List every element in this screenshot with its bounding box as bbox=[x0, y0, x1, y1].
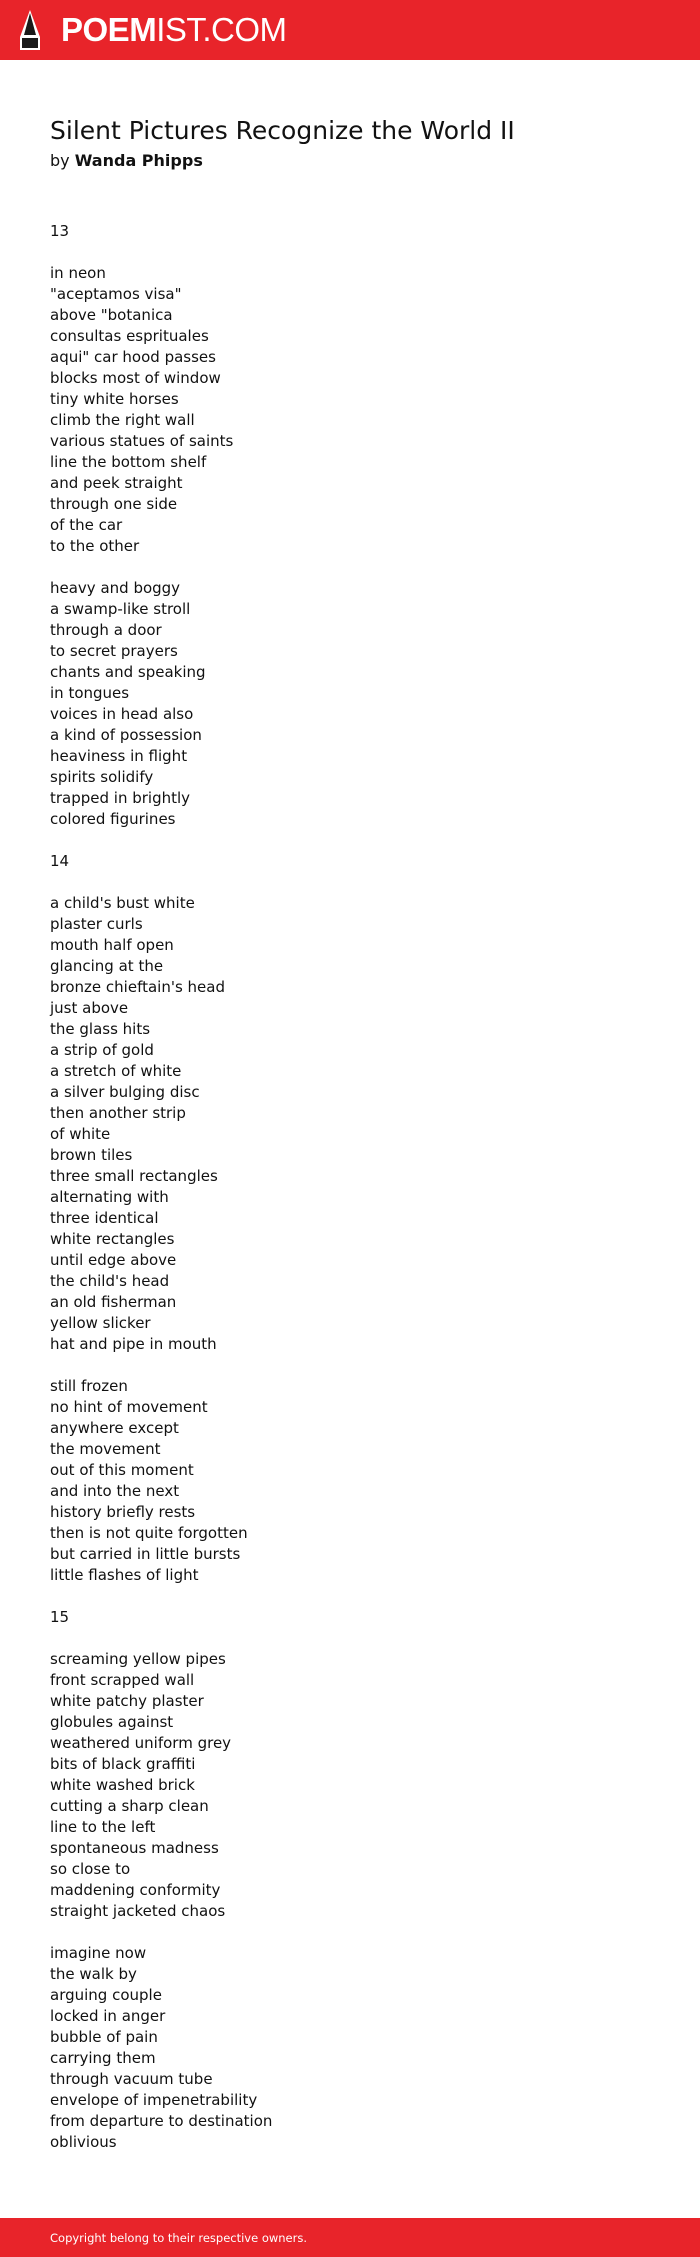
poem-line: locked in anger bbox=[50, 2007, 166, 2025]
byline bbox=[50, 149, 650, 173]
poem-line: trapped in brightly bbox=[50, 789, 191, 807]
site-header bbox=[0, 0, 700, 60]
poem-line: 13 bbox=[50, 222, 70, 240]
poem-line: three small rectangles bbox=[50, 1167, 218, 1185]
stanza-gap bbox=[50, 1586, 650, 1607]
poem-line: in tongues bbox=[50, 684, 130, 702]
poem-line: bubble of pain bbox=[50, 2028, 158, 2046]
poem-line: history briefly rests bbox=[50, 1503, 196, 1521]
poem-line: arguing couple bbox=[50, 1986, 162, 2004]
poem-line: a stretch of white bbox=[50, 1062, 182, 1080]
poem-line: and into the next bbox=[50, 1482, 180, 1500]
poem-line: glancing at the bbox=[50, 957, 164, 975]
poem-line: white washed brick bbox=[50, 1776, 195, 1794]
poem-line: a silver bulging disc bbox=[50, 1083, 200, 1101]
site-logo[interactable] bbox=[61, 11, 287, 49]
poem-line: heavy and boggy bbox=[50, 579, 181, 597]
poem-line: the movement bbox=[50, 1440, 161, 1458]
stanza-gap bbox=[50, 1628, 650, 1649]
poem-line: plaster curls bbox=[50, 915, 143, 933]
poem-line: climb the right wall bbox=[50, 411, 195, 429]
poem-line: straight jacketed chaos bbox=[50, 1902, 226, 1920]
poem-line: envelope of impenetrability bbox=[50, 2091, 258, 2109]
stanza-gap bbox=[50, 1355, 650, 1376]
poem-line: imagine now bbox=[50, 1944, 147, 1962]
poem-line: cutting a sharp clean bbox=[50, 1797, 209, 1815]
by-label: by bbox=[50, 151, 70, 170]
poem-line: an old fisherman bbox=[50, 1293, 177, 1311]
poem-line: until edge above bbox=[50, 1251, 177, 1269]
poem-line: screaming yellow pipes bbox=[50, 1650, 226, 1668]
poem-line: a swamp-like stroll bbox=[50, 600, 191, 618]
poem-line: chants and speaking bbox=[50, 663, 206, 681]
poem-line: front scrapped wall bbox=[50, 1671, 195, 1689]
poem-line: through a door bbox=[50, 621, 162, 639]
poem-line: spirits solidify bbox=[50, 768, 154, 786]
poem-line: three identical bbox=[50, 1209, 159, 1227]
poem-line: bits of black graffiti bbox=[50, 1755, 196, 1773]
poem-line: to the other bbox=[50, 537, 140, 555]
poem-line: colored figurines bbox=[50, 810, 176, 828]
poem-line: a kind of possession bbox=[50, 726, 202, 744]
poem-line: 15 bbox=[50, 1608, 70, 1626]
poem-line: brown tiles bbox=[50, 1146, 133, 1164]
poem-line: tiny white horses bbox=[50, 390, 179, 408]
poem-line: carrying them bbox=[50, 2049, 156, 2067]
copyright-notice: Copyright belong to their respective owners. bbox=[50, 2231, 308, 2245]
poem-line: hat and pipe in mouth bbox=[50, 1335, 217, 1353]
poem-line: "aceptamos visa" bbox=[50, 285, 182, 303]
poem-title: Silent Pictures Recognize the World II bbox=[50, 116, 515, 145]
logo-bold-text: POEM bbox=[61, 11, 157, 48]
poem-line: globules against bbox=[50, 1713, 174, 1731]
poem-line: yellow slicker bbox=[50, 1314, 151, 1332]
poem-line: the glass hits bbox=[50, 1020, 151, 1038]
poem-line: of white bbox=[50, 1125, 111, 1143]
poem-line: from departure to destination bbox=[50, 2112, 273, 2130]
poem-line: blocks most of window bbox=[50, 369, 221, 387]
poem-line: oblivious bbox=[50, 2133, 117, 2151]
poem-line: white patchy plaster bbox=[50, 1692, 204, 1710]
poem-line: weathered uniform grey bbox=[50, 1734, 232, 1752]
poem-line: then is not quite forgotten bbox=[50, 1524, 248, 1542]
poem-line: bronze chieftain's head bbox=[50, 978, 225, 996]
poem-line: the child's head bbox=[50, 1272, 170, 1290]
pen-nib-logo-icon[interactable] bbox=[18, 9, 42, 51]
poem-line: mouth half open bbox=[50, 936, 174, 954]
poem-line: spontaneous madness bbox=[50, 1839, 219, 1857]
poem-line: out of this moment bbox=[50, 1461, 194, 1479]
poem-line: a strip of gold bbox=[50, 1041, 154, 1059]
poem-line: just above bbox=[50, 999, 129, 1017]
poem-line: various statues of saints bbox=[50, 432, 234, 450]
poem-line: no hint of movement bbox=[50, 1398, 208, 1416]
poem-line: alternating with bbox=[50, 1188, 169, 1206]
stanza-gap bbox=[50, 872, 650, 893]
stanza-gap bbox=[50, 1922, 650, 1943]
stanza-gap bbox=[50, 830, 650, 851]
logo-light-text: IST.COM bbox=[156, 11, 287, 48]
poem-line: to secret prayers bbox=[50, 642, 178, 660]
poem-line: line to the left bbox=[50, 1818, 156, 1836]
author-link[interactable]: Wanda Phipps bbox=[74, 151, 203, 170]
poem-body bbox=[50, 221, 650, 2153]
poem-line: above "botanica bbox=[50, 306, 173, 324]
site-footer bbox=[0, 2218, 700, 2257]
stanza-gap bbox=[50, 242, 650, 263]
poem-container bbox=[50, 113, 650, 2153]
poem-line: but carried in little bursts bbox=[50, 1545, 241, 1563]
poem-line: line the bottom shelf bbox=[50, 453, 207, 471]
poem-line: voices in head also bbox=[50, 705, 194, 723]
poem-line: through vacuum tube bbox=[50, 2070, 213, 2088]
poem-line: white rectangles bbox=[50, 1230, 175, 1248]
poem-line: a child's bust white bbox=[50, 894, 195, 912]
poem-line: so close to bbox=[50, 1860, 131, 1878]
poem-line: aqui" car hood passes bbox=[50, 348, 216, 366]
poem-line: heaviness in flight bbox=[50, 747, 188, 765]
poem-line: anywhere except bbox=[50, 1419, 179, 1437]
stanza-gap bbox=[50, 557, 650, 578]
poem-line: through one side bbox=[50, 495, 178, 513]
poem-line: of the car bbox=[50, 516, 123, 534]
poem-line: the walk by bbox=[50, 1965, 137, 1983]
poem-line: still frozen bbox=[50, 1377, 128, 1395]
poem-line: then another strip bbox=[50, 1104, 186, 1122]
poem-line: 14 bbox=[50, 852, 70, 870]
poem-line: and peek straight bbox=[50, 474, 183, 492]
poem-line: little flashes of light bbox=[50, 1566, 199, 1584]
poem-line: maddening conformity bbox=[50, 1881, 221, 1899]
poem-line: in neon bbox=[50, 264, 106, 282]
poem-line: consultas esprituales bbox=[50, 327, 209, 345]
